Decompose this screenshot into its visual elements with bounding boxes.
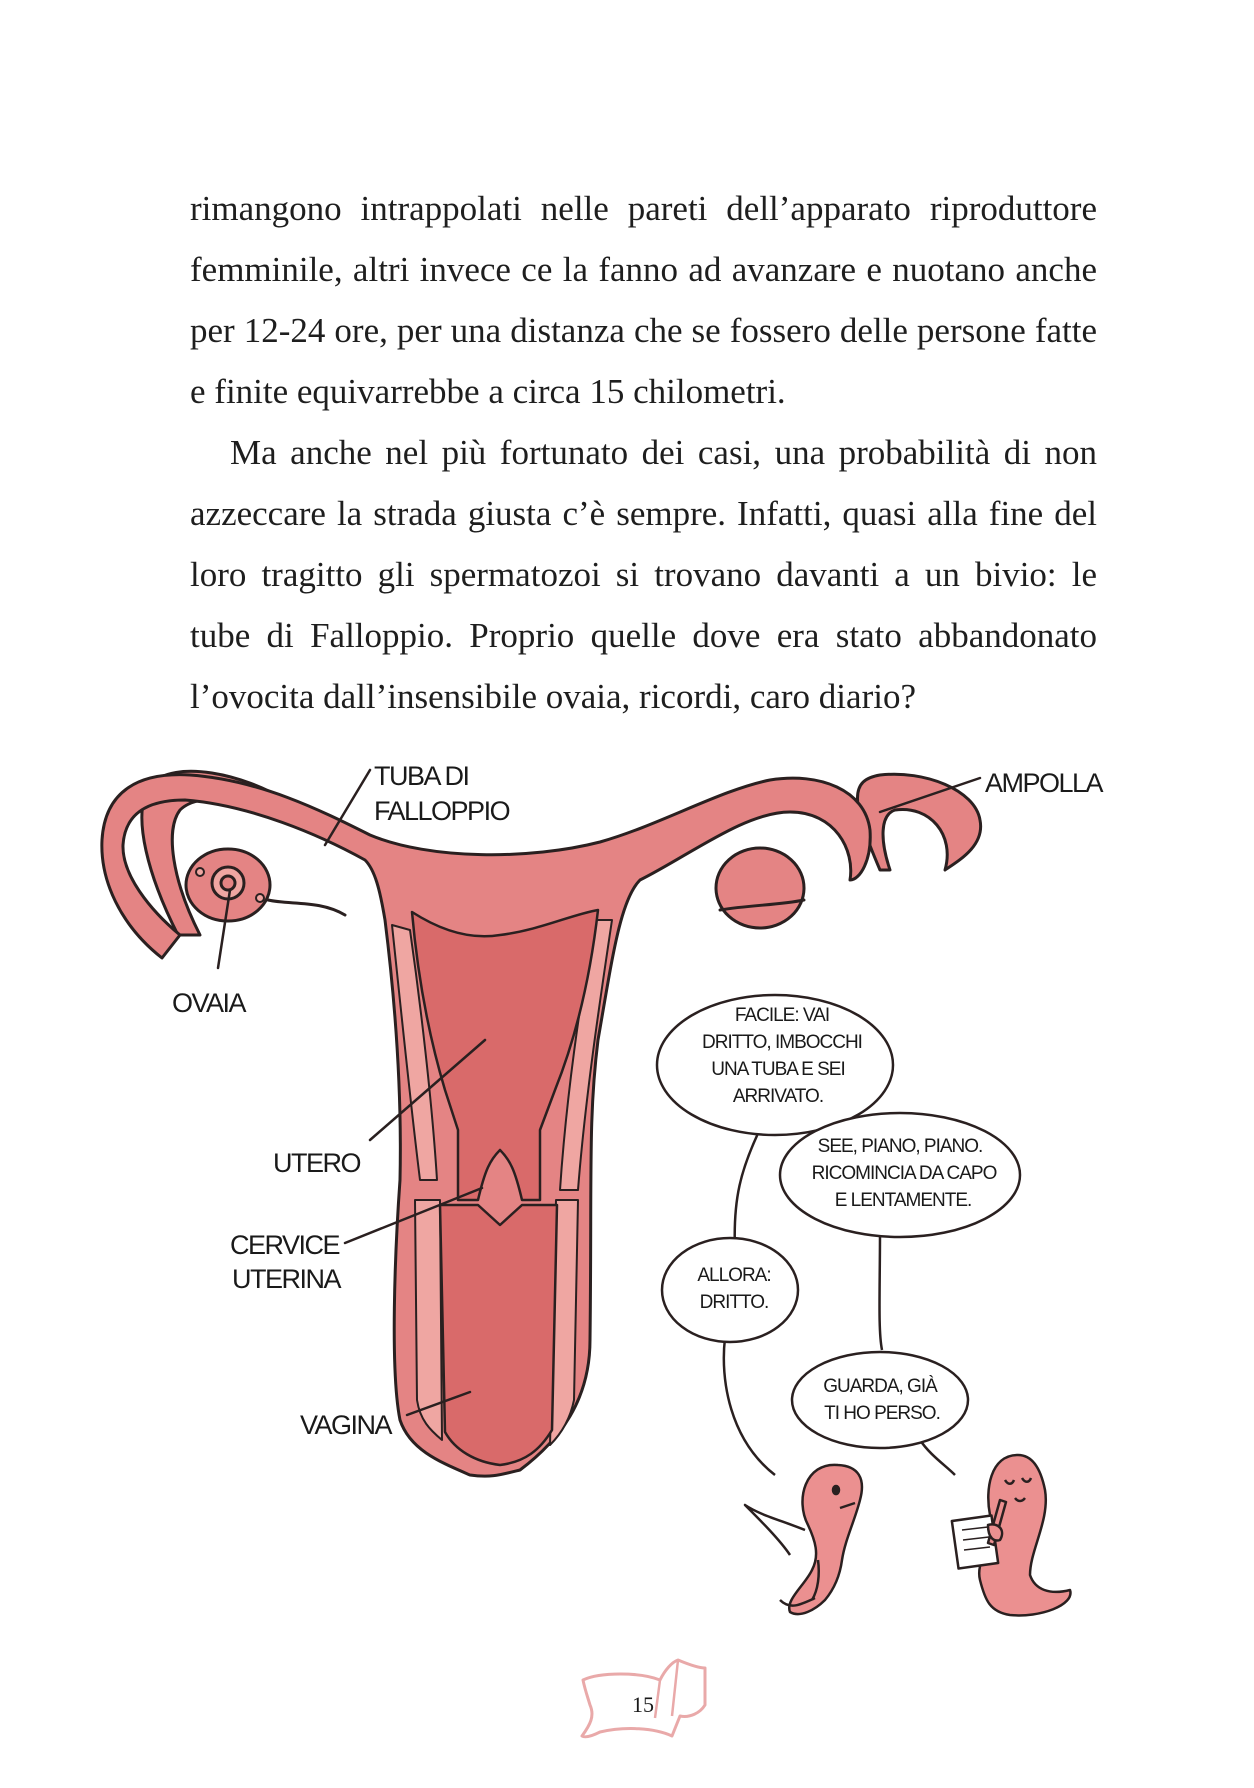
svg-text:GUARDA, GIÀ: GUARDA, GIÀ	[823, 1376, 937, 1397]
label-ampolla: AMPOLLA	[985, 768, 1103, 798]
label-tuba-line2: FALLOPPIO	[374, 796, 510, 826]
page-number-banner	[582, 1660, 705, 1737]
sperm-character-left	[745, 1465, 862, 1614]
label-ovaia: OVAIA	[172, 988, 246, 1018]
paragraph-1: rimangono intrappolati nelle pareti dell’apparato riproduttore femminile, altri invece ce la fanno ad avanzare e nuotano anche per 12-24 ore, per una distanza che se fossero delle persone fatte e finite equivarrebbe a circa 15 chilometri.	[190, 189, 1097, 411]
label-tuba-line1: TUBA DI	[374, 761, 469, 791]
svg-text:SEE, PIANO, PIANO.: SEE, PIANO, PIANO.	[817, 1136, 983, 1157]
svg-text:TI HO PERSO.: TI HO PERSO.	[824, 1403, 940, 1424]
sperm-character-right	[952, 1455, 1071, 1615]
svg-text:DRITTO.: DRITTO.	[699, 1292, 769, 1313]
svg-text:E LENTAMENTE.: E LENTAMENTE.	[834, 1190, 972, 1211]
svg-text:DRITTO, IMBOCCHI: DRITTO, IMBOCCHI	[702, 1032, 862, 1053]
bubble-guarda	[792, 1352, 968, 1448]
label-cervice-line1: CERVICE	[230, 1230, 340, 1260]
vaginal-canal	[440, 1205, 557, 1465]
svg-text:UNA TUBA E SEI: UNA TUBA E SEI	[711, 1059, 845, 1080]
label-vagina: VAGINA	[300, 1410, 392, 1440]
right-ovary	[716, 848, 804, 928]
bubble-allora	[662, 1238, 798, 1342]
svg-text:ARRIVATO.: ARRIVATO.	[732, 1086, 824, 1107]
svg-text:ALLORA:: ALLORA:	[697, 1265, 771, 1286]
svg-text:FACILE: VAI: FACILE: VAI	[734, 1005, 830, 1026]
right-fimbria	[858, 774, 981, 870]
svg-text:RICOMINCIA DA CAPO: RICOMINCIA DA CAPO	[811, 1163, 997, 1184]
paragraph-2: Ma anche nel più fortunato dei casi, una probabilità di non azzeccare la strada giusta c’è sempre. Infatti, quasi alla fine del loro tragitto gli spermatozoi si trovano davanti a un bivio: le tube di Falloppio. Proprio quelle dove era stato abbandonato l’ovocita dall’insensibile ovaia, ricordi, caro diario?	[190, 433, 1097, 716]
page-number: 15	[632, 1692, 654, 1717]
label-utero: UTERO	[273, 1148, 360, 1178]
label-cervice-line2: UTERINA	[232, 1264, 341, 1294]
